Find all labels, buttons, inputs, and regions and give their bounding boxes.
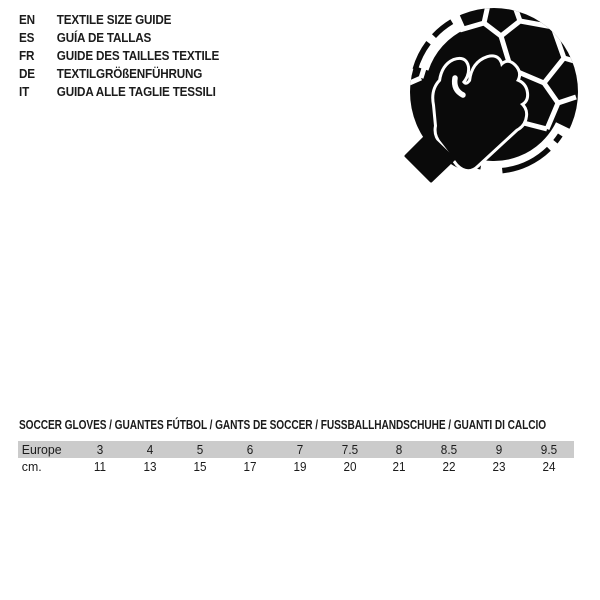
size-value-cell: 19 [293, 459, 307, 474]
language-row [19, 64, 219, 82]
size-value-cell: 22 [442, 459, 456, 474]
row-label: Europe [21, 442, 62, 457]
size-table-cm-row [18, 458, 574, 475]
size-value-cell: 11 [93, 459, 107, 474]
size-value-cell: 21 [392, 459, 406, 474]
size-value-cell: 3 [96, 442, 104, 457]
size-value-cell: 7.5 [341, 442, 358, 457]
language-guide-label: TEXTILE SIZE GUIDE [56, 11, 172, 27]
size-value-cell: 23 [492, 459, 506, 474]
size-value-cell: 5 [196, 442, 204, 457]
size-value-cell: 6 [246, 442, 253, 457]
size-value-cell: 24 [542, 459, 556, 474]
size-value-cell: 8.5 [441, 442, 458, 457]
language-row [19, 82, 219, 100]
size-value-cell: 7 [296, 442, 303, 457]
size-value-cell: 9.5 [540, 442, 558, 457]
size-value-cell: 20 [342, 459, 356, 474]
size-value-cell: 8 [396, 442, 403, 457]
language-guide-label: TEXTILGRÖßENFÜHRUNG [56, 65, 203, 81]
size-table-europe-row [18, 441, 574, 458]
size-value-cell: 15 [193, 459, 207, 474]
language-row [19, 46, 219, 64]
size-table-title: SOCCER GLOVES / GUANTES FÚTBOL / GANTS DE SOCCER / FUSSBALLHANDSCHUHE / GUANTI DI CALCIO [19, 417, 547, 432]
size-value-cell: 4 [146, 442, 154, 457]
goalkeeper-glove-catching-soccer-ball-icon [398, 3, 583, 188]
language-title-list [19, 10, 219, 100]
language-code: EN [19, 11, 35, 27]
language-row [19, 28, 219, 46]
language-code: IT [19, 83, 30, 99]
row-label: cm. [21, 459, 42, 474]
language-guide-label: GUÍA DE TALLAS [56, 29, 152, 45]
language-code: FR [19, 47, 35, 63]
language-guide-label: GUIDE DES TAILLES TEXTILE [56, 47, 220, 63]
language-code: DE [19, 65, 35, 81]
language-code: ES [19, 29, 35, 45]
size-value-cell: 9 [495, 442, 503, 457]
size-value-cell: 17 [243, 459, 257, 474]
size-value-cell: 13 [143, 459, 157, 474]
size-table [18, 441, 574, 475]
language-guide-label: GUIDA ALLE TAGLIE TESSILI [56, 83, 216, 99]
language-row [19, 10, 219, 28]
